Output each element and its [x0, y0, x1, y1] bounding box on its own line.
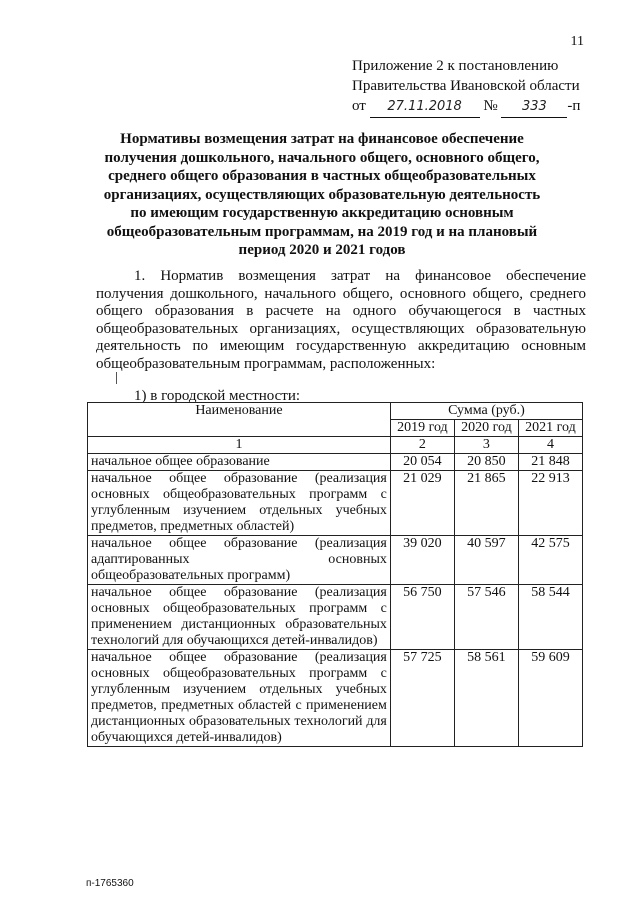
value-2020: 40 597	[454, 536, 518, 585]
row-name: начальное общее образование (реализация основных общеобразовательных программ с применением дистанционных образовательных технологий для обучающихся детей-инвалидов)	[88, 585, 391, 650]
value-2020: 21 865	[454, 471, 518, 536]
header-year: 2019 год	[390, 420, 454, 437]
value-2020: 58 561	[454, 650, 518, 747]
handwritten-date: 27.11.2018	[370, 97, 480, 118]
row-name: начальное общее образование	[88, 454, 391, 471]
row-name: начальное общее образование (реализация основных общеобразовательных программ с углубленным изучением отдельных учебных предметов, предметных областей)	[88, 471, 391, 536]
value-2019: 56 750	[390, 585, 454, 650]
header-name: Наименование	[88, 403, 391, 437]
value-2021: 22 913	[518, 471, 582, 536]
value-2021: 58 544	[518, 585, 582, 650]
table-row	[88, 454, 583, 471]
value-2020: 20 850	[454, 454, 518, 471]
column-number: 4	[518, 437, 582, 454]
value-2021: 59 609	[518, 650, 582, 747]
document-title: Нормативы возмещения затрат на финансовое обеспечение получения дошкольного, начального общего, основного общего, среднего общего образования в частных общеобразовательных организациях, осуществляющих образовательную деятельность по имеющим государственную аккредитацию основным общеобразовательным программам, на 2019 год и на плановый период 2020 и 2021 годов	[103, 131, 541, 258]
appendix-line-2: Правительства Ивановской области	[352, 78, 580, 94]
from-label: от	[352, 98, 366, 114]
page-number: 11	[570, 34, 584, 49]
appendix-date-line	[352, 96, 592, 118]
table-colnum-row	[88, 437, 583, 454]
header-sum: Сумма (руб.)	[390, 403, 582, 420]
value-2020: 57 546	[454, 585, 518, 650]
value-2019: 20 054	[390, 454, 454, 471]
row-name: начальное общее образование (реализация основных общеобразовательных программ с углубленным изучением отдельных учебных предметов, предметных областей с применением дистанционных образовательных технологий для обучающихся детей-инвалидов)	[88, 650, 391, 747]
table-row	[88, 585, 583, 650]
norms-table	[87, 402, 583, 747]
value-2021: 21 848	[518, 454, 582, 471]
header-year: 2020 год	[454, 420, 518, 437]
header-year: 2021 год	[518, 420, 582, 437]
table-header-row	[88, 403, 583, 420]
column-number: 3	[454, 437, 518, 454]
appendix-line-1: Приложение 2 к постановлению	[352, 58, 559, 74]
handwritten-number: 333	[501, 97, 567, 118]
value-2019: 21 029	[390, 471, 454, 536]
appendix-header	[352, 56, 592, 118]
subsection-heading: 1) в городской местности:	[134, 388, 301, 404]
number-label: №	[483, 98, 498, 114]
table-row	[88, 471, 583, 536]
value-2019: 39 020	[390, 536, 454, 585]
table-row	[88, 536, 583, 585]
row-name: начальное общее образование (реализация адаптированных основных общеобразовательных программ)	[88, 536, 391, 585]
table-row	[88, 650, 583, 747]
column-number: 1	[88, 437, 391, 454]
value-2021: 42 575	[518, 536, 582, 585]
number-suffix: -п	[567, 98, 581, 114]
norm-paragraph: 1. Норматив возмещения затрат на финансовое обеспечение получения дошкольного, начального общего, основного общего, среднего общего образования в расчете на одного обучающегося в частных общеобразовательных организациях, осуществляющих образовательную деятельность по имеющим государственную аккредитацию основным общеобразовательным программам, расположенных:	[96, 268, 586, 372]
column-number: 2	[390, 437, 454, 454]
value-2019: 57 725	[390, 650, 454, 747]
footer-code: п-1765360	[86, 878, 134, 889]
scan-mark	[116, 372, 117, 384]
